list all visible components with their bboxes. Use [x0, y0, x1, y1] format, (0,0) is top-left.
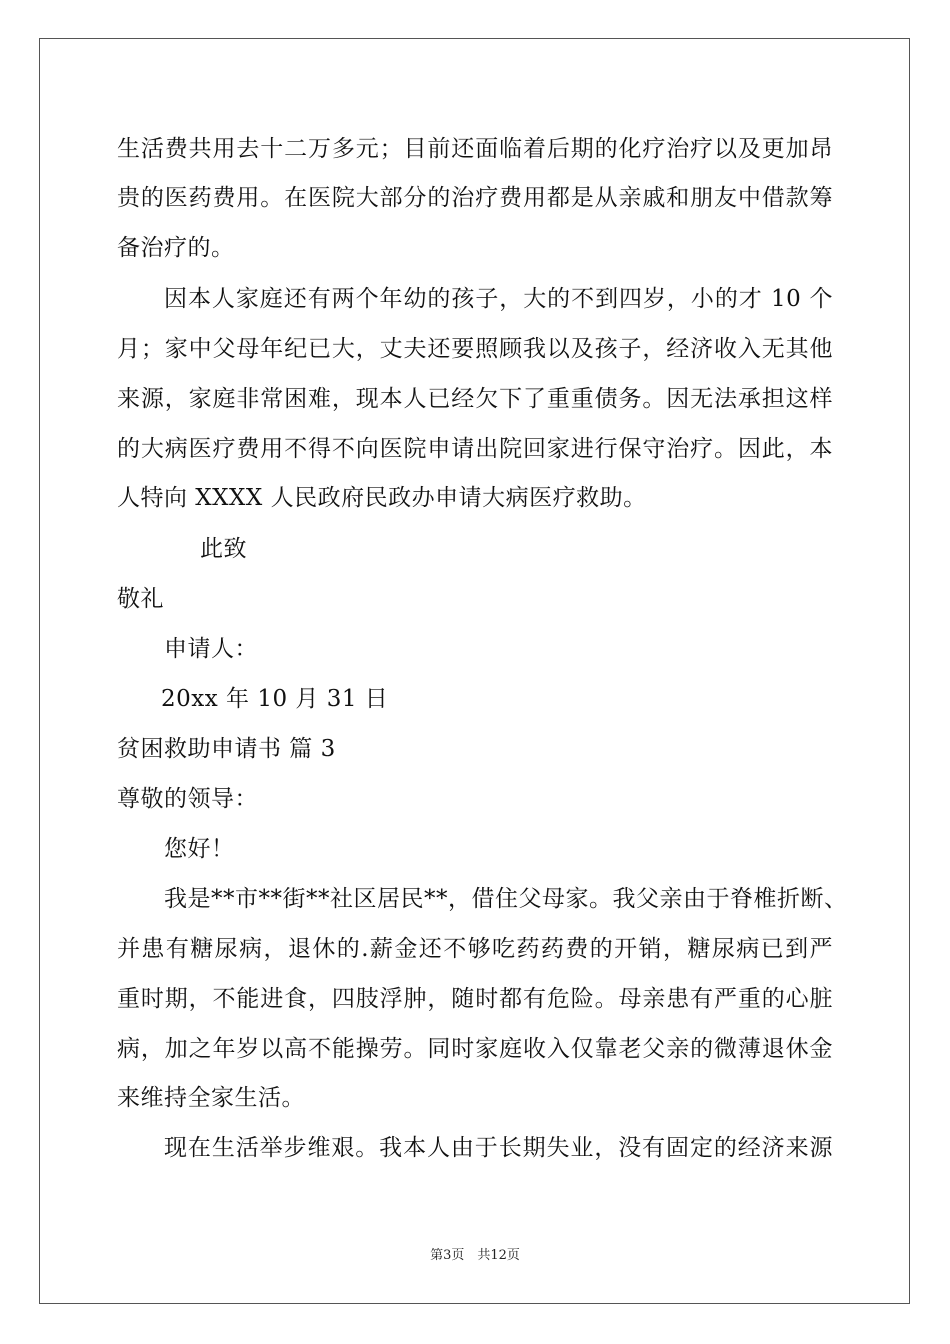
greeting-recipient: 尊敬的领导：: [117, 786, 258, 812]
paragraph-line: 贵的医药费用。在医院大部分的治疗费用都是从亲戚和朋友中借款筹: [117, 185, 833, 211]
paragraph-line: 我是**市**街**社区居民**，借住父母家。我父亲由于脊椎折断、: [164, 886, 848, 912]
date-line: 20xx 年 10 月 31 日: [161, 686, 389, 712]
paragraph-line: 的大病医疗费用不得不向医院申请出院回家进行保守治疗。因此，本: [117, 436, 833, 462]
paragraph-line: 备治疗的。: [117, 235, 235, 261]
paragraph-line: 来源，家庭非常困难，现本人已经欠下了重重债务。因无法承担这样: [117, 386, 833, 412]
paragraph-line: 月；家中父母年纪已大，丈夫还要照顾我以及孩子，经济收入无其他: [117, 336, 833, 362]
paragraph-line: 来维持全家生活。: [117, 1085, 305, 1111]
paragraph-line: 重时期，不能进食，四肢浮肿，随时都有危险。母亲患有严重的心脏: [117, 986, 833, 1012]
page-footer: 第3页 共12页: [430, 1248, 520, 1263]
section-title: 贫困救助申请书 篇 3: [117, 736, 336, 762]
paragraph-line: 因本人家庭还有两个年幼的孩子，大的不到四岁，小的才 10 个: [164, 286, 833, 312]
page-frame: [39, 38, 910, 1304]
closing-regards: 敬礼: [117, 586, 164, 612]
applicant-label: 申请人：: [164, 636, 258, 662]
greeting: 您好！: [164, 836, 235, 862]
paragraph-line: 生活费共用去十二万多元；目前还面临着后期的化疗治疗以及更加昂: [117, 136, 833, 162]
paragraph-line: 病，加之年岁以高不能操劳。同时家庭收入仅靠老父亲的微薄退休金: [117, 1036, 833, 1062]
closing-salutation: 此致: [200, 536, 247, 562]
paragraph-line: 并患有糖尿病，退休的.薪金还不够吃药药费的开销，糖尿病已到严: [117, 936, 833, 962]
paragraph-line: 现在生活举步维艰。我本人由于长期失业，没有固定的经济来源: [164, 1135, 833, 1161]
paragraph-line: 人特向 XXXX 人民政府民政办申请大病医疗救助。: [117, 485, 647, 511]
